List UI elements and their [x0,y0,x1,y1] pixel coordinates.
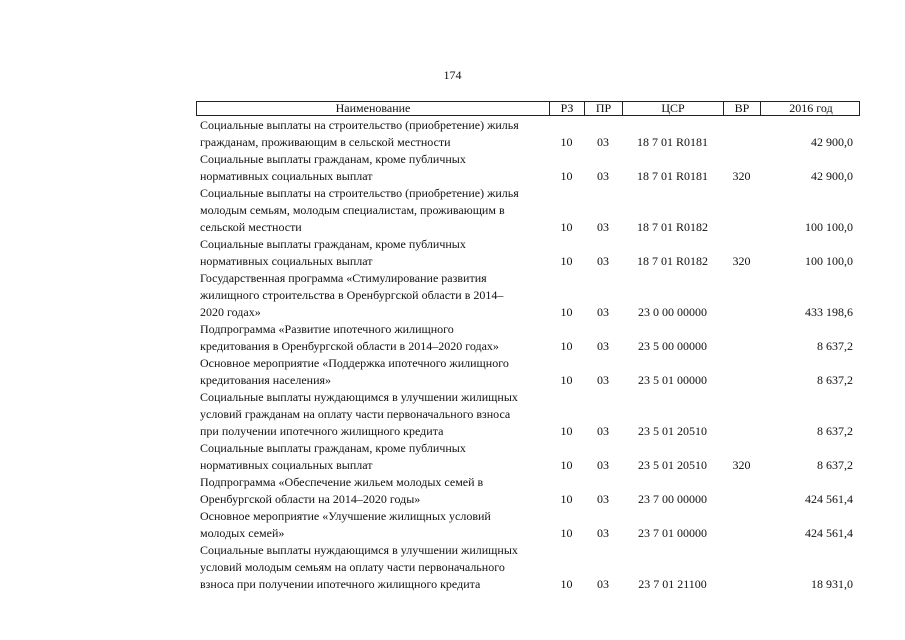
row-name [196,355,546,389]
row-year: 8 637,2 [817,373,853,387]
row-name [196,389,546,440]
row-name [196,151,546,185]
row-name-line: гражданам, проживающим в сельской местности [200,135,451,149]
table-header [196,101,860,116]
table-row [196,185,860,236]
row-name-line: кредитования населения» [200,373,332,387]
table-row [196,236,860,270]
row-csr: 23 5 01 20510 [638,458,707,472]
row-year: 42 900,0 [811,135,853,149]
row-name-line: сельской местности [200,220,302,234]
row-name [196,474,546,508]
row-rz: 10 [560,339,573,353]
row-csr: 23 5 01 00000 [638,373,707,387]
row-pr: 03 [597,305,609,319]
row-name-line: 2020 годах» [200,305,261,319]
row-year: 424 561,4 [805,492,853,506]
row-name-line: Оренбургской области на 2014–2020 годы» [200,492,421,506]
row-name-line: нормативных социальных выплат [200,458,373,472]
row-pr: 03 [597,424,609,438]
row-rz: 10 [560,526,573,540]
row-name-line: нормативных социальных выплат [200,254,373,268]
row-pr: 03 [597,220,609,234]
row-year: 433 198,6 [805,305,853,319]
row-year: 8 637,2 [817,339,853,353]
table-row [196,474,860,508]
row-name [196,117,546,151]
row-rz: 10 [560,305,573,319]
table-row [196,270,860,321]
row-name-line: Социальные выплаты гражданам, кроме публичных [200,152,466,166]
row-name-line: Основное мероприятие «Поддержка ипотечного жилищного [200,356,509,370]
row-name [196,236,546,270]
row-name-line: условий молодым семьям на оплату части первоначального [200,560,505,574]
row-csr: 23 7 01 00000 [638,526,707,540]
row-vr: 320 [732,169,751,183]
row-rz: 10 [560,220,573,234]
header-rz: РЗ [550,102,585,115]
row-vr: 320 [732,458,751,472]
row-name-line: взноса при получении ипотечного жилищного кредита [200,577,481,591]
row-name [196,508,546,542]
row-name-line: Подпрограмма «Обеспечение жильем молодых семей в [200,475,484,489]
row-name-line: кредитования в Оренбургской области в 2014–2020 годах» [200,339,499,353]
row-name-line: нормативных социальных выплат [200,169,373,183]
row-name-line: Социальные выплаты на строительство (приобретение) жилья [200,186,519,200]
row-pr: 03 [597,526,609,540]
row-year: 8 637,2 [817,424,853,438]
row-csr: 18 7 01 R0182 [636,220,708,234]
row-csr: 18 7 01 R0181 [636,169,708,183]
row-year: 100 100,0 [805,220,853,234]
row-name [196,185,546,236]
row-name-line: при получении ипотечного жилищного кредита [200,424,444,438]
header-name: Наименование [197,102,550,115]
table-row [196,542,860,593]
row-rz: 10 [560,373,573,387]
table-row [196,440,860,474]
row-name-line: Социальные выплаты нуждающимся в улучшении жилищных [200,390,518,404]
row-name [196,542,546,593]
row-name [196,440,546,474]
header-csr: ЦСР [623,102,724,115]
row-name-line: Социальные выплаты гражданам, кроме публичных [200,441,466,455]
row-pr: 03 [597,135,609,149]
table-row [196,151,860,185]
row-name-line: условий гражданам на оплату части первоначального взноса [200,407,511,421]
row-rz: 10 [560,577,573,591]
row-year: 8 637,2 [817,458,853,472]
row-year: 42 900,0 [811,169,853,183]
row-pr: 03 [597,492,609,506]
row-vr: 320 [732,254,751,268]
table-row [196,321,860,355]
row-name-line: Подпрограмма «Развитие ипотечного жилищного [200,322,454,336]
row-name [196,270,546,321]
row-year: 424 561,4 [805,526,853,540]
row-rz: 10 [560,492,573,506]
row-csr: 23 7 01 21100 [638,577,707,591]
header-pr: ПР [585,102,623,115]
row-name-line: жилищного строительства в Оренбургской области в 2014– [200,288,504,302]
row-rz: 10 [560,458,573,472]
page-number: 174 [443,68,462,82]
header-year: 2016 год [789,101,833,115]
row-pr: 03 [597,254,609,268]
row-pr: 03 [597,577,609,591]
row-rz: 10 [560,254,573,268]
row-csr: 18 7 01 R0181 [636,135,708,149]
row-csr: 23 0 00 00000 [638,305,707,319]
row-pr: 03 [597,373,609,387]
row-name [196,321,546,355]
row-csr: 18 7 01 R0182 [636,254,708,268]
row-name-line: Социальные выплаты на строительство (приобретение) жилья [200,118,519,132]
table-row [196,355,860,389]
row-year: 100 100,0 [805,254,853,268]
row-name-line: Основное мероприятие «Улучшение жилищных условий [200,509,491,523]
row-name-line: Социальные выплаты гражданам, кроме публичных [200,237,466,251]
row-pr: 03 [597,169,609,183]
row-name-line: Государственная программа «Стимулирование развития [200,271,487,285]
table-row [196,117,860,151]
row-rz: 10 [560,169,573,183]
row-csr: 23 5 00 00000 [638,339,707,353]
row-pr: 03 [597,458,609,472]
table-body [196,117,860,593]
table-row [196,389,860,440]
row-rz: 10 [560,424,573,438]
row-rz: 10 [560,135,573,149]
row-name-line: молодым семьям, молодым специалистам, проживающим в [200,203,505,217]
row-name-line: молодых семей» [200,526,285,540]
row-name-line: Социальные выплаты нуждающимся в улучшении жилищных [200,543,518,557]
row-pr: 03 [597,339,609,353]
row-csr: 23 7 00 00000 [638,492,707,506]
table-row [196,508,860,542]
row-year: 18 931,0 [811,577,853,591]
header-vr: ВР [724,102,761,115]
row-csr: 23 5 01 20510 [638,424,707,438]
